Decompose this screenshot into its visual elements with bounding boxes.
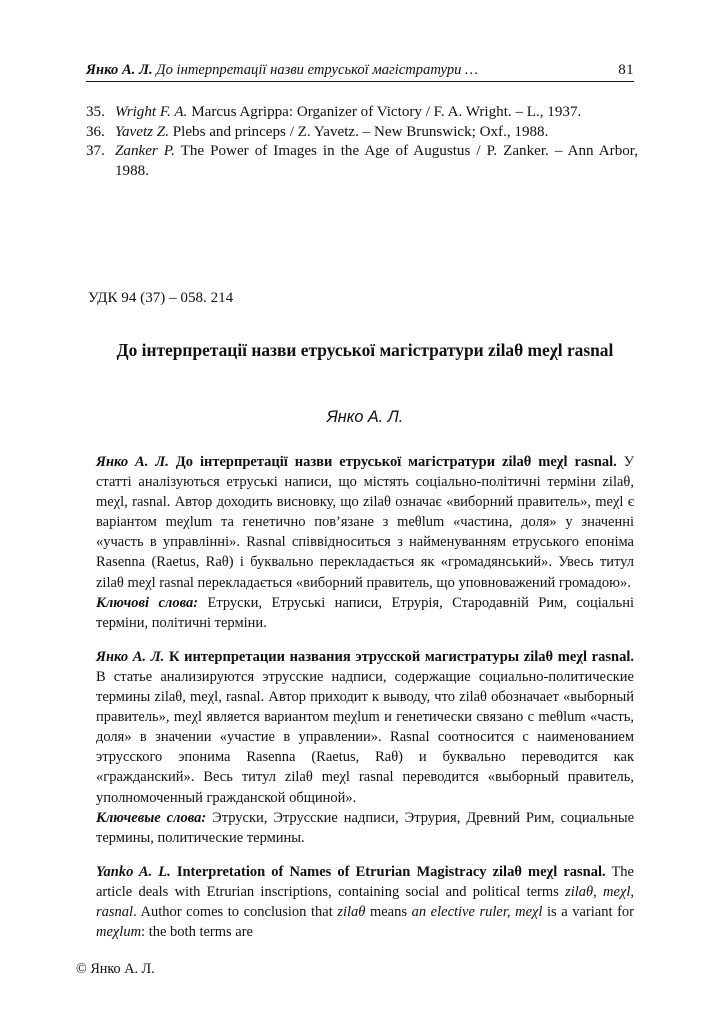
abstract-uk-body: У статті аналізуються етруські написи, що містять соціально-політичні терміни zilaθ, meχl, rasnal. Автор доходить висновку, що zilaθ означає «виборний правитель», meχl є варіантом meχlum та генетично пов’язане з meθlum «частина, доля» у значенні «участь в управлінні». Rasnal співвідноситься з найменуванням етруського епоніма Rasenna (Raetus, Raθ) і буквально перекладається як «громадянський». Увесь титул zilaθ meχl rasnal перекладається «виборний правитель, що уповноважений громадою». <box>96 454 634 591</box>
udc-code: УДК 94 (37) – 058. 214 <box>88 290 234 306</box>
abstract-en-term-1: zilaθ, meχl, rasnal <box>96 883 634 920</box>
abstract-en <box>96 862 634 942</box>
abstract-uk-author: Янко А. Л. <box>96 454 169 470</box>
bibliography-list <box>86 103 638 181</box>
running-header <box>86 62 634 82</box>
copyright-notice: © Янко А. Л. <box>76 961 155 977</box>
bibliography-entry <box>86 123 638 143</box>
running-header-title: До інтерпретації назви етруської магістратури … <box>156 62 479 78</box>
abstract-uk-keywords-label: Ключові слова: <box>96 594 199 611</box>
bibliography-entry-author: Zanker P. <box>115 143 175 160</box>
page-number: 81 <box>618 62 634 78</box>
abstract-en-body-2: . Author comes to conclusion that <box>133 903 338 920</box>
abstract-ru-body: В статье анализируются этрусские надписи, содержащие социально-политические термины zilaθ, meχl, rasnal. Автор приходит к выводу, что zilaθ обозначает «выборный правитель», meχl является вариантом meχlum и генетически связано с meθlum «часть, доля» в значении «участие в управлении». Rasnal соотносится с наименованием этрусского эпонима Rasenna (Raetus, Raθ) и буквально переводится как «гражданский». Весь титул zilaθ meχl rasnal переводится «выборный правитель, уполномоченный гражданской общиной». <box>96 668 634 806</box>
bibliography-entry <box>86 142 638 181</box>
bibliography-entry-author: Yavetz Z. <box>115 123 169 140</box>
bibliography-entry-rest: The Power of Images in the Age of Augustus / P. Zanker. – Ann Arbor, 1988. <box>115 143 638 179</box>
abstract-en-body-4: is a variant for <box>542 903 634 920</box>
bibliography-entry-number: 36. <box>86 123 105 140</box>
abstract-en-body-3: means <box>365 903 412 920</box>
abstract-uk-keywords: Етруски, Етруські написи, Етрурія, Стародавній Рим, соціальні терміни, політичні терміни. <box>96 594 635 631</box>
abstract-ru <box>96 647 634 848</box>
abstract-uk <box>96 452 634 633</box>
bibliography-entry-author: Wright F. A. <box>115 104 188 120</box>
abstract-ru-title: К интерпретации названия этрусской магистратуры zilaθ meχl rasnal. <box>164 648 634 665</box>
bibliography-entry-number: 37. <box>86 143 105 160</box>
abstract-uk-paragraph <box>96 452 634 593</box>
abstract-ru-author: Янко А. Л. <box>96 648 165 665</box>
abstract-en-author: Yanko A. L. <box>96 863 171 880</box>
abstract-uk-title: До інтерпретації назви етруської магістратури zilaθ meχl rasnal. <box>168 454 617 470</box>
article-author: Янко А. Л. <box>326 408 404 426</box>
bibliography-entry-number: 35. <box>86 104 105 120</box>
bibliography-entry <box>86 103 638 123</box>
abstract-en-body-1: The article deals with Etrurian inscriptions, containing social and political terms <box>96 863 634 900</box>
abstract-ru-paragraph <box>96 647 634 808</box>
abstract-ru-keywords-line <box>96 808 634 848</box>
abstract-en-term-4: meχlum <box>96 924 142 941</box>
abstract-en-paragraph <box>96 862 634 942</box>
abstract-en-title: Interpretation of Names of Etrurian Magistracy zilaθ meχl rasnal. <box>170 863 606 880</box>
running-header-author: Янко А. Л. <box>86 62 153 78</box>
bibliography-entry-rest: Plebs and princeps / Z. Yavetz. – New Brunswick; Oxf., 1988. <box>168 123 549 140</box>
abstract-uk-keywords-line <box>96 593 634 633</box>
bibliography-entry-rest: Marcus Agrippa: Organizer of Victory / F. A. Wright. – L., 1937. <box>187 104 582 120</box>
abstract-en-term-2: zilaθ <box>337 903 366 920</box>
bibliography-entry-text <box>115 103 638 123</box>
abstracts-section <box>96 452 634 956</box>
article-title: До інтерпретації назви етруської магістратури zilaθ meχl rasnal <box>116 340 614 360</box>
bibliography-entry-text <box>115 142 638 181</box>
abstract-en-term-3: an elective ruler, meχl <box>411 903 543 920</box>
abstract-en-body-5: : the both terms are <box>141 924 253 941</box>
bibliography-entry-text <box>115 123 638 143</box>
abstract-ru-keywords-label: Ключевые слова: <box>96 809 207 826</box>
abstract-ru-keywords: Этруски, Этрусские надписи, Этрурия, Древний Рим, социальные термины, политические термины. <box>96 809 635 846</box>
running-header-text <box>86 62 478 79</box>
